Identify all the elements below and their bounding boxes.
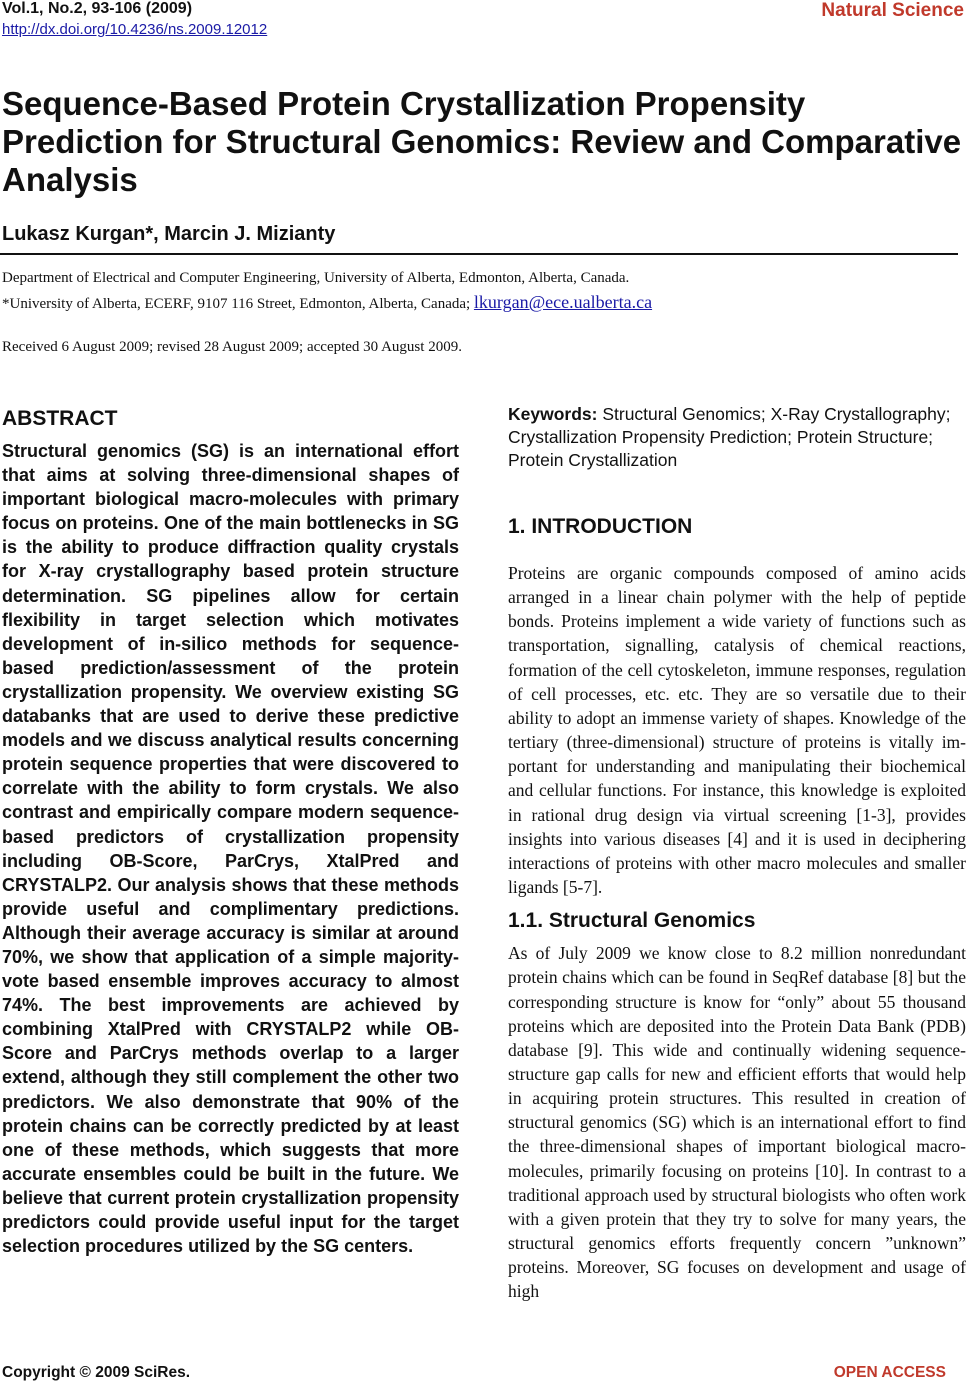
right-column: [508, 403, 966, 1312]
abstract-column: [2, 404, 459, 1258]
copyright-notice: Copyright © 2009 SciRes.: [2, 1364, 191, 1381]
keywords-text: Structural Genomics; X-Ray Crystallography; Crystallization Propensity Prediction; Protein Structure; Protein Crystallization: [508, 404, 951, 470]
author-list: Lukasz Kurgan*, Marcin J. Mizianty: [2, 223, 336, 245]
author-divider: [0, 253, 958, 255]
abstract-heading: ABSTRACT: [2, 407, 118, 430]
journal-volume-info: Vol.1, No.2, 93-106 (2009): [2, 0, 193, 17]
journal-name: Natural Science: [821, 0, 964, 21]
paper-title: Sequence-Based Protein Crystallization Propensity Prediction for Structural Genomics: Review and Comparative Analysis: [2, 85, 962, 198]
abstract-text: Structural genomics (SG) is an international effort that aims at solving three-dimensional shapes of important biological macro-molecules with primary focus on proteins. One of the main bottlenecks in SG is the ability to produce diffraction quality crystals for X-ray crystallography based protein structure determination. SG pipelines allow for certain flexibility in target selection which motivates development of in-silico methods for sequence-based prediction/​assessment of the protein crystallization propensity. We overview existing SG databanks that are used to derive these predictive models and we discuss analytical results concerning protein sequence properties that were discovered to correlate with the ability to form crystals. We also contrast and empirically compare modern sequence-based predictors of crystallization propensity including OB-Score, ParCrys, XtalPred and CRYSTALP2. Our analysis shows that these methods provide useful and complimentary predictions. Although their average accuracy is similar at around 70%, we show that application of a simple majority-vote based ensemble improves accuracy to almost 74%. The best improvements are achieved by combining XtalPred with CRYSTALP2 while OB-Score and ParCrys methods overlap to a larger extend, although they still complement the other two predictors. We also demonstrate that 90% of the protein chains can be correctly predicted by at least one of these methods, which suggests that more accurate ensembles could be built in the future. We believe that current protein crystallization propensity predictors could provide useful input for the target selection procedures utilized by the SG centers.: [2, 441, 459, 1257]
keywords: [508, 403, 966, 472]
structural-genomics-heading: 1.1. Structural Genomics: [508, 909, 756, 933]
doi-link[interactable]: http://dx.doi.org/10.4236/ns.2009.12012: [2, 21, 268, 38]
keywords-label: Keywords:: [508, 404, 598, 424]
affiliation-2-text: *University of Alberta, ECERF, 9107 116 Street, Edmonton, Alberta, Canada;: [2, 296, 474, 312]
submission-dates: Received 6 August 2009; revised 28 August 2009; accepted 30 August 2009.: [2, 339, 462, 355]
affiliation-1: Department of Electrical and Computer Engineering, University of Alberta, Edmonton, Alberta, Canada.: [2, 270, 630, 286]
affiliation-2: [2, 292, 652, 313]
introduction-paragraph: Proteins are organic compounds composed of amino acids arranged in a linear chain polymer with the help of peptide bonds. Proteins implement a wide variety of functions such as transportation, signalling, catalysis of chemical reactions, formation of the cell cytoskeleton, immune responses, regulation of cell processes, etc. etc. They are so versatile due to their ability to adopt an immense variety of shapes. Knowledge of the tertiary (three-dimensional) structure of proteins is vitally important for understanding and manipulating their biochemical and cellular functions. For instance, this knowledge is exploited in rational drug design via virtual screening [1-3], provides insights into various diseases [4] and it is used in deciphering interactions of proteins with other macro molecules and smaller ligands [5-7].: [508, 563, 966, 898]
email-link[interactable]: lkurgan@ece.ualberta.ca: [473, 292, 653, 312]
open-access-label: OPEN ACCESS: [833, 1364, 946, 1381]
structural-genomics-paragraph: As of July 2009 we know close to 8.2 million nonredundant protein chains which can be found in SeqRef database [8] but the corresponding structure is know for “only” about 55 thousand proteins which are deposited into the Protein Data Bank (PDB) database [9]. This wide and continually widening sequence-structure gap calls for new and efficient efforts that would help in acquiring protein structures. This resulted in creation of structural genomics (SG) which is an international effort to find the three-dimensional shapes of important biological macro-molecules, primarily focusing on proteins [10]. In contrast to a traditional approach used by structural biologists who often work with a given protein that they try to solve for many years, the structural genomics efforts frequently concern ”unknown” proteins. Moreover, SG focuses on development and usage of high: [508, 943, 966, 1302]
introduction-heading: 1. INTRODUCTION: [508, 515, 693, 538]
